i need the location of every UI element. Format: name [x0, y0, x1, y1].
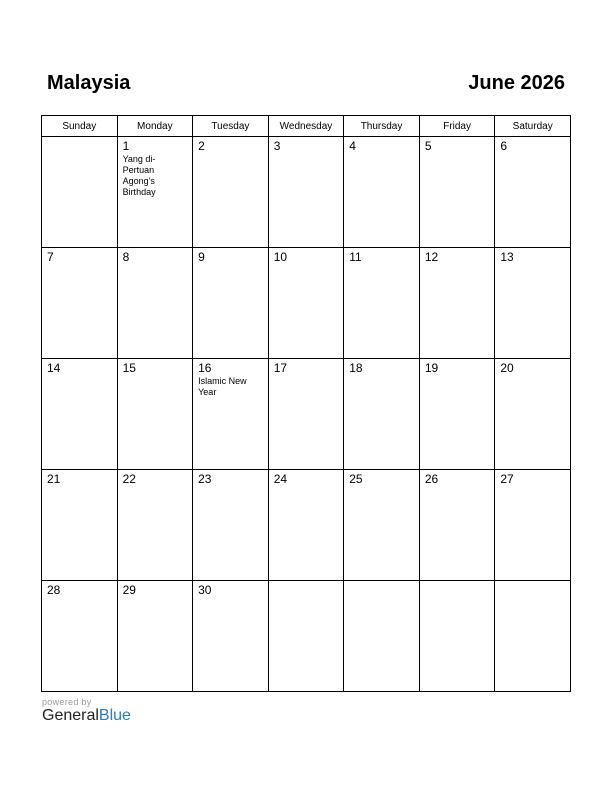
day-number: 28	[47, 583, 61, 597]
day-cell	[344, 359, 420, 470]
weekday-thursday: Thursday	[344, 116, 420, 137]
generalblue-logo[interactable]	[42, 707, 131, 725]
day-cell	[117, 581, 193, 692]
day-number: 8	[122, 250, 130, 264]
day-cell	[495, 581, 571, 692]
day-number: 22	[122, 472, 136, 486]
day-cell	[419, 581, 495, 692]
day-cell	[344, 581, 420, 692]
footer-branding	[42, 697, 131, 725]
brand-general-text: General	[42, 707, 99, 724]
day-number: 19	[424, 361, 439, 375]
day-cell	[344, 248, 420, 359]
day-cell	[419, 470, 495, 581]
day-number: 26	[424, 472, 439, 486]
day-cell	[42, 470, 118, 581]
day-number: 16	[198, 361, 212, 375]
day-number: 17	[273, 361, 288, 375]
day-cell	[117, 359, 193, 470]
day-cell	[193, 137, 269, 248]
weekday-saturday: Saturday	[495, 116, 571, 137]
day-cell	[344, 470, 420, 581]
month-title: June 2026	[468, 72, 565, 94]
week-row	[42, 248, 571, 359]
day-cell	[495, 248, 571, 359]
day-cell	[117, 137, 193, 248]
day-number: 14	[47, 361, 61, 375]
day-cell	[268, 581, 344, 692]
weekday-sunday: Sunday	[42, 116, 118, 137]
week-row	[42, 470, 571, 581]
weekday-tuesday: Tuesday	[193, 116, 269, 137]
day-number: 25	[349, 472, 363, 486]
day-number: 13	[500, 250, 514, 264]
day-cell	[268, 470, 344, 581]
day-cell	[268, 359, 344, 470]
weekday-monday: Monday	[117, 116, 193, 137]
day-number: 2	[198, 139, 205, 153]
day-cell	[193, 248, 269, 359]
day-cell	[419, 137, 495, 248]
day-cell	[42, 248, 118, 359]
calendar-grid	[41, 115, 571, 692]
day-number: 4	[349, 139, 356, 153]
holiday-label: Islamic New Year	[198, 376, 247, 397]
week-row	[42, 581, 571, 692]
day-number: 29	[122, 583, 136, 597]
day-cell	[117, 248, 193, 359]
day-cell	[193, 581, 269, 692]
day-number: 21	[47, 472, 61, 486]
weekday-header-row	[42, 116, 571, 137]
day-number: 30	[198, 583, 212, 597]
day-cell	[193, 359, 269, 470]
day-cell	[495, 359, 571, 470]
day-cell	[117, 470, 193, 581]
day-number: 20	[500, 361, 514, 375]
day-number: 1	[122, 139, 130, 153]
day-number: 23	[198, 472, 212, 486]
day-number: 12	[424, 250, 439, 264]
day-number: 3	[273, 139, 281, 153]
brand-blue-text: Blue	[98, 707, 131, 724]
day-cell	[268, 137, 344, 248]
day-number: 27	[500, 472, 514, 486]
day-cell	[42, 581, 118, 692]
week-row	[42, 359, 571, 470]
day-number: 24	[273, 472, 288, 486]
day-number: 11	[349, 250, 362, 264]
day-number: 18	[349, 361, 363, 375]
day-number: 15	[122, 361, 136, 375]
powered-by-text: powered by	[42, 697, 92, 707]
weekday-wednesday: Wednesday	[268, 116, 344, 137]
day-cell	[42, 359, 118, 470]
day-number: 5	[424, 139, 432, 153]
holiday-label: Yang di- Pertuan Agong’s Birthday	[122, 154, 156, 197]
day-cell	[268, 248, 344, 359]
day-number: 6	[500, 139, 508, 153]
day-cell	[344, 137, 420, 248]
day-cell	[419, 248, 495, 359]
week-row	[42, 137, 571, 248]
day-number: 10	[273, 250, 288, 264]
day-cell	[495, 137, 571, 248]
day-number: 9	[198, 250, 205, 264]
country-title: Malaysia	[47, 72, 131, 94]
day-number: 7	[47, 250, 54, 264]
day-cell	[495, 470, 571, 581]
weekday-friday: Friday	[419, 116, 495, 137]
day-cell	[193, 470, 269, 581]
day-cell	[42, 137, 118, 248]
day-cell	[419, 359, 495, 470]
